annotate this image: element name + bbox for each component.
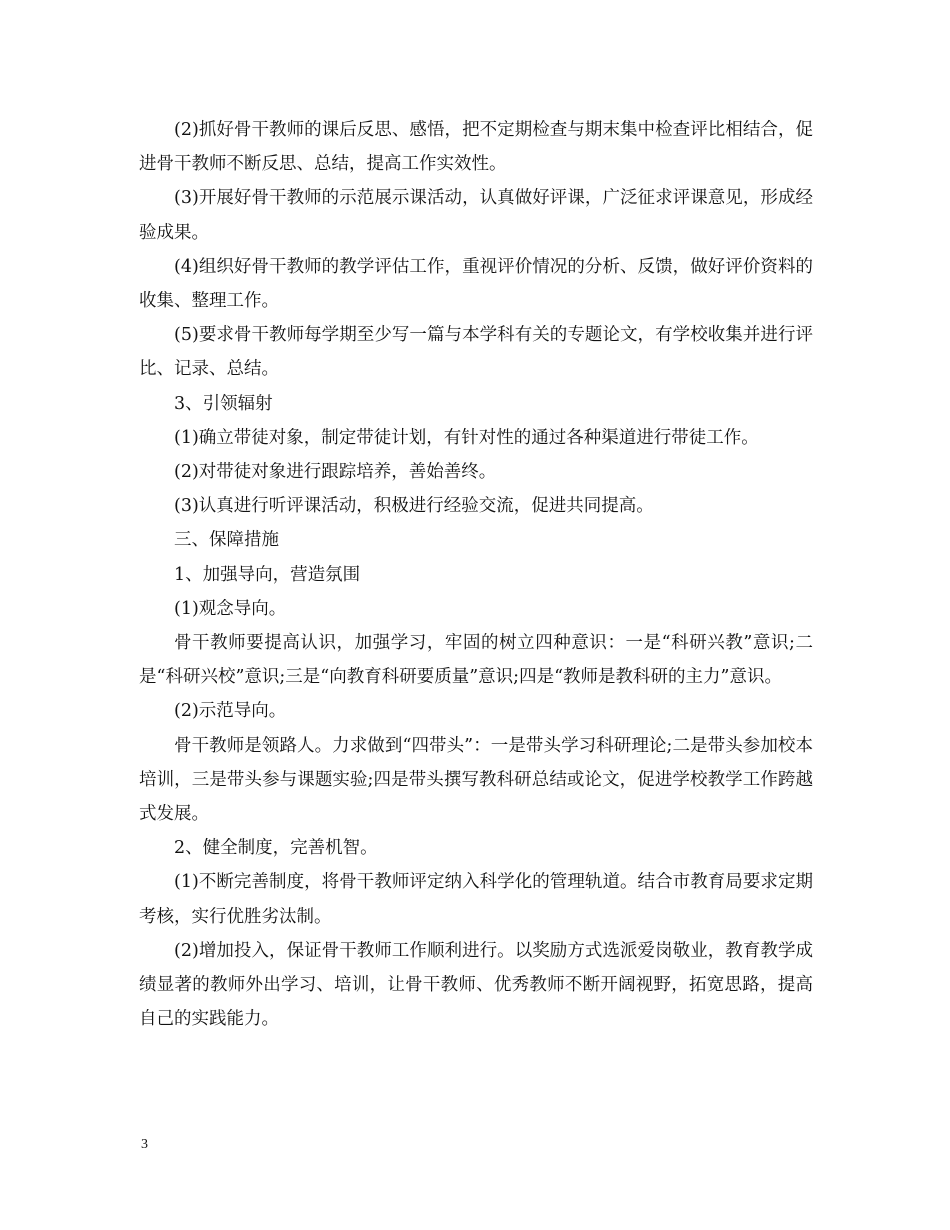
item-heading: (1)观念导向。 — [174, 598, 287, 619]
paragraph: (3)认真进行听评课活动，积极进行经验交流，促进共同提高。 — [174, 496, 654, 517]
paragraph: (2)增加投入，保证骨干教师工作顺利进行。以奖励方式选派爱岗敬业，教育教学成绩显著的教师外出学习、培训，让骨干教师、优秀教师不断开阔视野，拓宽思路，提高自己的实践能力。 — [139, 940, 813, 1030]
section-heading: 三、保障措施 — [174, 530, 279, 551]
paragraph: (5)要求骨干教师每学期至少写一篇与本学科有关的专题论文，有学校收集并进行评比、记录、总结。 — [139, 325, 813, 380]
paragraph: (4)组织好骨干教师的教学评估工作，重视评价情况的分析、反馈，做好评价资料的收集、整理工作。 — [139, 256, 813, 312]
subsection-heading: 1、加强导向，营造氛围 — [174, 564, 361, 585]
paragraph: (1)不断完善制度，将骨干教师评定纳入科学化的管理轨道。结合市教育局要求定期考核，实行优胜劣汰制。 — [139, 872, 813, 927]
paragraph: (3)开展好骨干教师的示范展示课活动，认真做好评课，广泛征求评课意见，形成经验成果。 — [139, 188, 813, 243]
item-heading: (2)示范导向。 — [174, 701, 287, 722]
paragraph: 骨干教师要提高认识，加强学习，牢固的树立四种意识：一是“科研兴教”意识;二是“科研兴校”意识;三是“向教育科研要质量”意识;四是“教师是教科研的主力”意识。 — [139, 633, 813, 688]
page-number: 3 — [141, 1137, 148, 1152]
paragraph: (2)抓好骨干教师的课后反思、感悟，把不定期检查与期末集中检查评比相结合，促进骨干教师不断反思、总结，提高工作实效性。 — [139, 120, 813, 175]
paragraph: 骨干教师是领路人。力求做到“四带头”：一是带头学习科研理论;二是带头参加校本培训，三是带头参与课题实验;四是带头撰写教科研总结或论文，促进学校教学工作跨越式发展。 — [139, 735, 813, 825]
subsection-heading: 2、健全制度，完善机智。 — [174, 838, 378, 859]
paragraph: (1)确立带徒对象，制定带徒计划，有针对性的通过各种渠道进行带徒工作。 — [174, 427, 759, 448]
paragraph: (2)对带徒对象进行跟踪培养，善始善终。 — [174, 462, 497, 483]
document-body — [139, 113, 813, 1036]
section-heading: 3、引领辐射 — [174, 393, 273, 414]
